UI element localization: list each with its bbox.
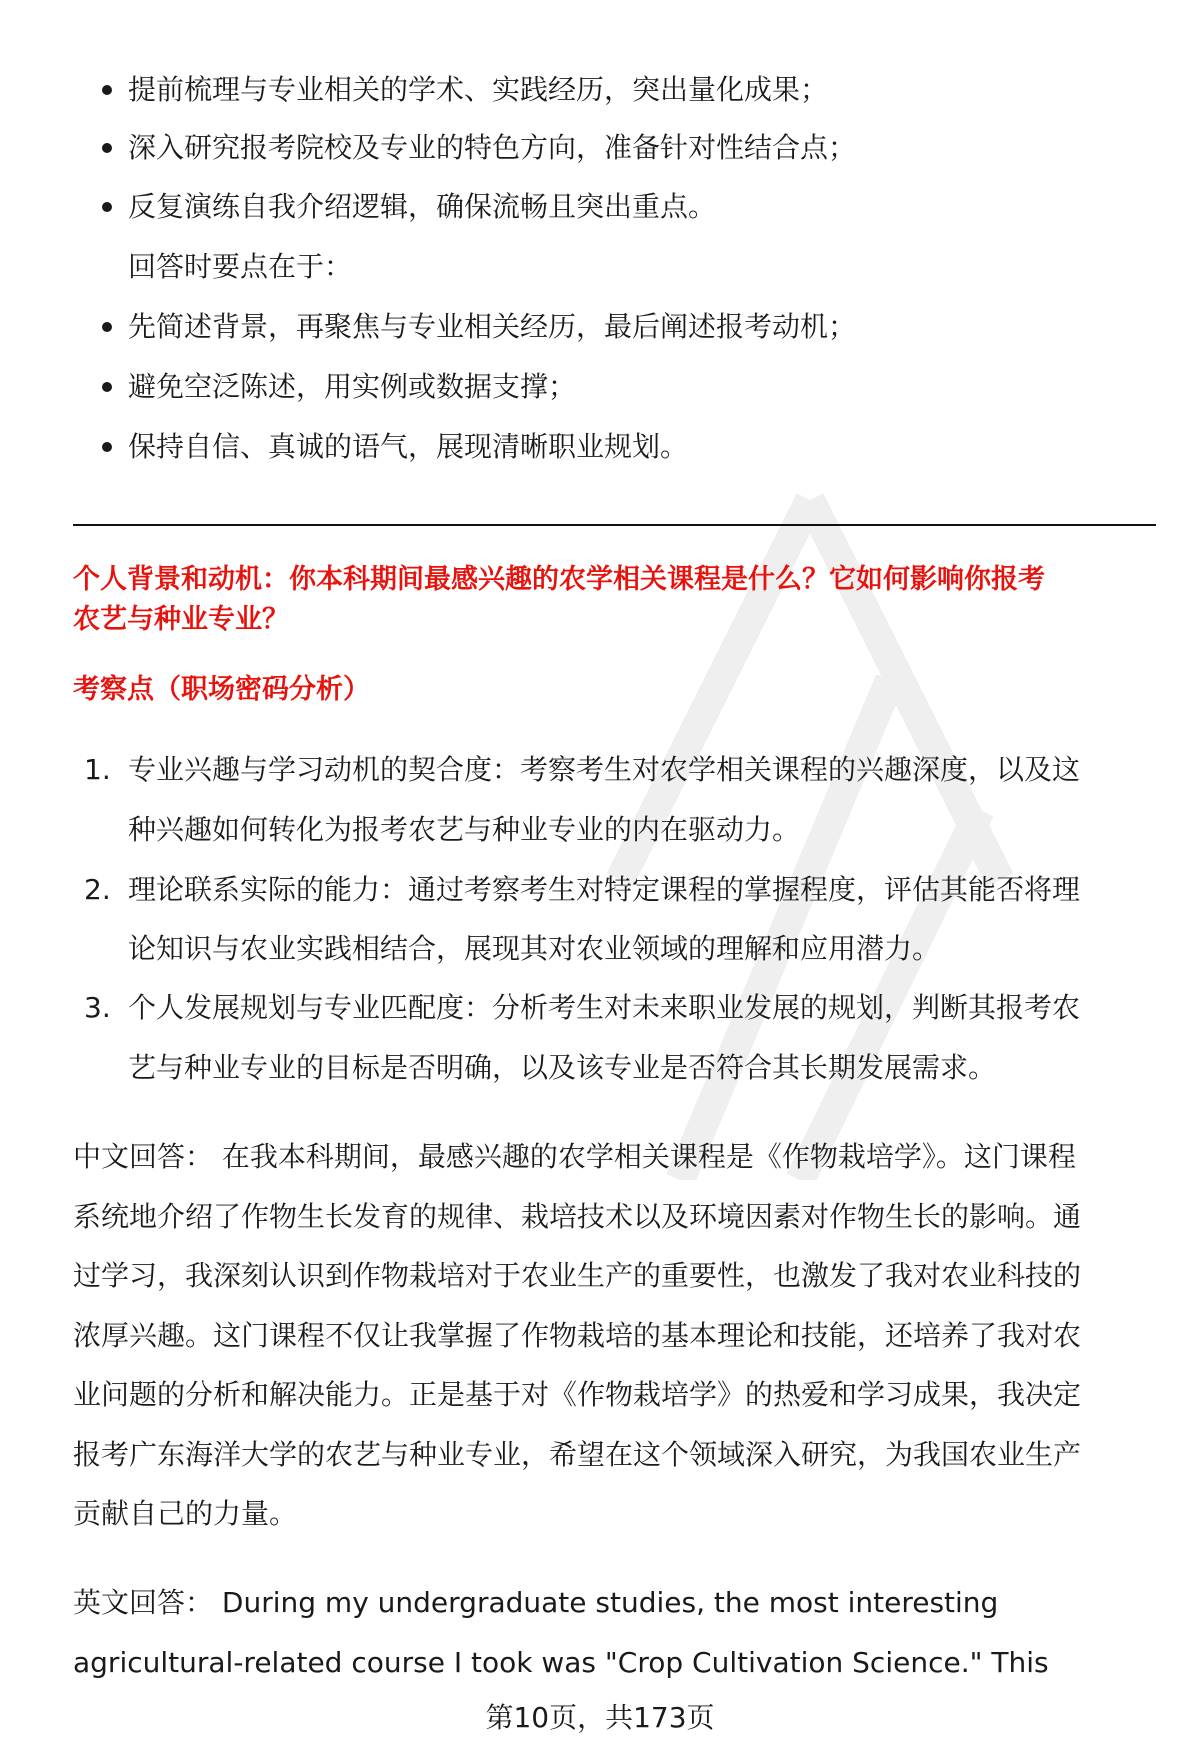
english-answer: 英文回答： During my undergraduate studies, the most interesting — [73, 1586, 999, 1619]
list-item: 提前梳理与专业相关的学术、实践经历，突出量化成果； — [128, 70, 828, 110]
chinese-answer: 业问题的分析和解决能力。正是基于对《作物栽培学》的热爱和学习成果，我决定 — [73, 1378, 1082, 1411]
list-number: 2. — [84, 873, 111, 906]
list-item-cont: 艺与种业专业的目标是否明确，以及该专业是否符合其长期发展需求。 — [128, 1051, 997, 1084]
page-footer: 第10页，共173页 — [485, 1701, 715, 1734]
chinese-answer: 中文回答： 在我本科期间，最感兴趣的农学相关课程是《作物栽培学》。这门课程 — [73, 1140, 1076, 1173]
list-item: 先简述背景，再聚焦与专业相关经历，最后阐述报考动机； — [128, 307, 856, 347]
exam-points-title: 考察点（职场密码分析） — [73, 674, 370, 705]
question-heading-cont: 农艺与种业专业？ — [73, 604, 289, 635]
list-item: 反复演练自我介绍逻辑，确保流畅且突出重点。 — [128, 187, 716, 227]
list-item: 深入研究报考院校及专业的特色方向，准备针对性结合点； — [128, 128, 856, 168]
list-item: 避免空泛陈述，用实例或数据支撑； — [128, 367, 576, 407]
list-number: 3. — [84, 991, 111, 1024]
list-item: 理论联系实际的能力：通过考察考生对特定课程的掌握程度，评估其能否将理 — [128, 873, 1081, 906]
english-answer: agricultural-related course I took was "Crop Cultivation Science." This — [73, 1646, 1049, 1679]
chinese-answer: 过学习，我深刻认识到作物栽培对于农业生产的重要性，也激发了我对农业科技的 — [73, 1259, 1082, 1292]
answer-points-intro: 回答时要点在于： — [128, 250, 353, 283]
list-item-cont: 论知识与农业实践相结合，展现其对农业领域的理解和应用潜力。 — [128, 932, 941, 965]
chinese-answer: 报考广东海洋大学的农艺与种业专业，希望在这个领域深入研究，为我国农业生产 — [73, 1438, 1082, 1471]
chinese-answer: 系统地介绍了作物生长发育的规律、栽培技术以及环境因素对作物生长的影响。通 — [73, 1200, 1082, 1233]
chinese-answer: 浓厚兴趣。这门课程不仅让我掌握了作物栽培的基本理论和技能，还培养了我对农 — [73, 1319, 1082, 1352]
list-item: 保持自信、真诚的语气，展现清晰职业规划。 — [128, 427, 688, 467]
question-heading: 个人背景和动机：你本科期间最感兴趣的农学相关课程是什么？它如何影响你报考 — [73, 564, 1045, 595]
divider — [73, 524, 1156, 526]
list-item: 个人发展规划与专业匹配度：分析考生对未来职业发展的规划，判断其报考农 — [128, 991, 1081, 1024]
list-item: 专业兴趣与学习动机的契合度：考察考生对农学相关课程的兴趣深度，以及这 — [128, 753, 1081, 786]
list-item-cont: 种兴趣如何转化为报考农艺与种业专业的内在驱动力。 — [128, 813, 801, 846]
chinese-answer: 贡献自己的力量。 — [73, 1497, 298, 1530]
list-number: 1. — [84, 753, 111, 786]
